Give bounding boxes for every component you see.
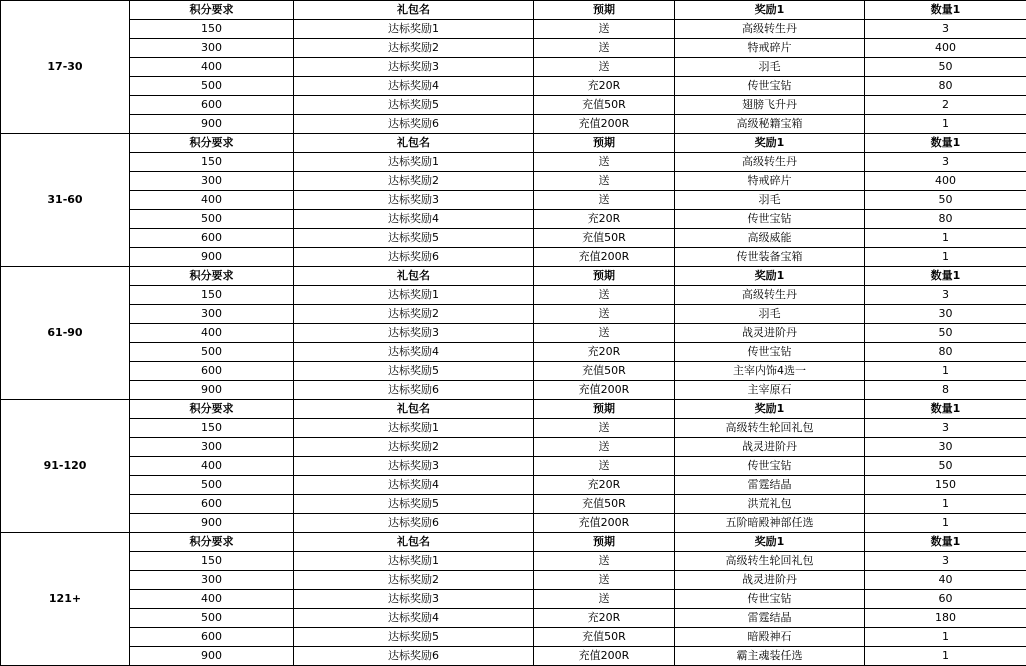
- expected-cell: 送: [534, 305, 675, 324]
- reward-cell: 传世宝钻: [675, 457, 865, 476]
- table-row: [1, 172, 1026, 191]
- expected-cell: 充值50R: [534, 495, 675, 514]
- table-row: [1, 343, 1026, 362]
- reward-cell: 高级转生丹: [675, 286, 865, 305]
- header-package-name: 礼包名: [294, 533, 534, 552]
- level-range-cell: 61-90: [1, 267, 130, 400]
- quantity-cell: 1: [865, 647, 1026, 666]
- header-row: [1, 134, 1026, 153]
- header-reward: 奖励1: [675, 267, 865, 286]
- header-score: 积分要求: [130, 134, 294, 153]
- package-name-cell: 达标奖励1: [294, 552, 534, 571]
- package-name-cell: 达标奖励3: [294, 191, 534, 210]
- package-name-cell: 达标奖励1: [294, 419, 534, 438]
- reward-cell: 高级转生轮回礼包: [675, 552, 865, 571]
- expected-cell: 送: [534, 438, 675, 457]
- quantity-cell: 3: [865, 552, 1026, 571]
- quantity-cell: 60: [865, 590, 1026, 609]
- reward-cell: 高级转生轮回礼包: [675, 419, 865, 438]
- score-cell: 600: [130, 96, 294, 115]
- quantity-cell: 1: [865, 229, 1026, 248]
- quantity-cell: 150: [865, 476, 1026, 495]
- expected-cell: 充值50R: [534, 96, 675, 115]
- expected-cell: 充值50R: [534, 628, 675, 647]
- quantity-cell: 80: [865, 77, 1026, 96]
- score-cell: 900: [130, 647, 294, 666]
- package-name-cell: 达标奖励4: [294, 476, 534, 495]
- quantity-cell: 80: [865, 210, 1026, 229]
- package-name-cell: 达标奖励2: [294, 571, 534, 590]
- package-name-cell: 达标奖励5: [294, 495, 534, 514]
- reward-cell: 高级秘籍宝箱: [675, 115, 865, 134]
- expected-cell: 充20R: [534, 343, 675, 362]
- table-row: [1, 438, 1026, 457]
- package-name-cell: 达标奖励4: [294, 77, 534, 96]
- package-name-cell: 达标奖励4: [294, 609, 534, 628]
- expected-cell: 充值200R: [534, 514, 675, 533]
- expected-cell: 充20R: [534, 476, 675, 495]
- package-name-cell: 达标奖励1: [294, 153, 534, 172]
- quantity-cell: 180: [865, 609, 1026, 628]
- header-reward: 奖励1: [675, 533, 865, 552]
- table-row: [1, 457, 1026, 476]
- reward-cell: 霸主魂装任选: [675, 647, 865, 666]
- score-cell: 400: [130, 58, 294, 77]
- reward-cell: 羽毛: [675, 191, 865, 210]
- reward-cell: 传世宝钻: [675, 343, 865, 362]
- score-cell: 150: [130, 552, 294, 571]
- quantity-cell: 2: [865, 96, 1026, 115]
- header-row: [1, 400, 1026, 419]
- quantity-cell: 3: [865, 419, 1026, 438]
- table-row: [1, 115, 1026, 134]
- expected-cell: 充20R: [534, 77, 675, 96]
- level-range-cell: 121+: [1, 533, 130, 666]
- package-name-cell: 达标奖励2: [294, 172, 534, 191]
- reward-cell: 战灵进阶丹: [675, 571, 865, 590]
- reward-cell: 翅膀飞升丹: [675, 96, 865, 115]
- table-row: [1, 210, 1026, 229]
- expected-cell: 送: [534, 457, 675, 476]
- expected-cell: 送: [534, 20, 675, 39]
- package-name-cell: 达标奖励5: [294, 628, 534, 647]
- reward-cell: 五阶暗殿神部任选: [675, 514, 865, 533]
- quantity-cell: 50: [865, 457, 1026, 476]
- expected-cell: 送: [534, 324, 675, 343]
- reward-cell: 高级转生丹: [675, 20, 865, 39]
- level-range-cell: 91-120: [1, 400, 130, 533]
- score-cell: 300: [130, 305, 294, 324]
- level-range-cell: 31-60: [1, 134, 130, 267]
- quantity-cell: 8: [865, 381, 1026, 400]
- table-row: [1, 20, 1026, 39]
- table-row: [1, 39, 1026, 58]
- table-row: [1, 476, 1026, 495]
- package-name-cell: 达标奖励3: [294, 590, 534, 609]
- header-expected: 预期: [534, 533, 675, 552]
- package-name-cell: 达标奖励2: [294, 305, 534, 324]
- quantity-cell: 400: [865, 172, 1026, 191]
- table-row: [1, 609, 1026, 628]
- header-row: [1, 533, 1026, 552]
- package-name-cell: 达标奖励3: [294, 324, 534, 343]
- table-row: [1, 58, 1026, 77]
- expected-cell: 送: [534, 58, 675, 77]
- reward-cell: 主宰内饰4选一: [675, 362, 865, 381]
- header-reward: 奖励1: [675, 400, 865, 419]
- reward-cell: 特戒碎片: [675, 39, 865, 58]
- table-row: [1, 647, 1026, 666]
- reward-cell: 高级转生丹: [675, 153, 865, 172]
- quantity-cell: 3: [865, 153, 1026, 172]
- score-cell: 400: [130, 590, 294, 609]
- reward-cell: 特戒碎片: [675, 172, 865, 191]
- expected-cell: 充值50R: [534, 362, 675, 381]
- score-cell: 150: [130, 286, 294, 305]
- table-row: [1, 514, 1026, 533]
- package-name-cell: 达标奖励5: [294, 362, 534, 381]
- reward-cell: 战灵进阶丹: [675, 438, 865, 457]
- quantity-cell: 50: [865, 191, 1026, 210]
- header-reward: 奖励1: [675, 1, 865, 20]
- score-cell: 400: [130, 191, 294, 210]
- package-name-cell: 达标奖励6: [294, 248, 534, 267]
- quantity-cell: 50: [865, 58, 1026, 77]
- expected-cell: 充值200R: [534, 248, 675, 267]
- expected-cell: 充值50R: [534, 229, 675, 248]
- table-row: [1, 77, 1026, 96]
- reward-cell: 羽毛: [675, 58, 865, 77]
- score-cell: 300: [130, 39, 294, 58]
- score-cell: 600: [130, 362, 294, 381]
- header-score: 积分要求: [130, 533, 294, 552]
- score-cell: 600: [130, 229, 294, 248]
- reward-cell: 暗殿神石: [675, 628, 865, 647]
- level-range-cell: 17-30: [1, 1, 130, 134]
- score-cell: 400: [130, 324, 294, 343]
- table-row: [1, 305, 1026, 324]
- package-name-cell: 达标奖励1: [294, 20, 534, 39]
- quantity-cell: 3: [865, 286, 1026, 305]
- header-expected: 预期: [534, 1, 675, 20]
- table-row: [1, 191, 1026, 210]
- quantity-cell: 1: [865, 248, 1026, 267]
- header-package-name: 礼包名: [294, 134, 534, 153]
- header-quantity: 数量1: [865, 1, 1026, 20]
- table-row: [1, 381, 1026, 400]
- reward-cell: 洪荒礼包: [675, 495, 865, 514]
- header-expected: 预期: [534, 134, 675, 153]
- quantity-cell: 1: [865, 495, 1026, 514]
- table-row: [1, 495, 1026, 514]
- expected-cell: 充20R: [534, 210, 675, 229]
- quantity-cell: 1: [865, 514, 1026, 533]
- package-name-cell: 达标奖励6: [294, 647, 534, 666]
- score-cell: 500: [130, 476, 294, 495]
- header-score: 积分要求: [130, 1, 294, 20]
- package-name-cell: 达标奖励5: [294, 229, 534, 248]
- score-cell: 900: [130, 381, 294, 400]
- score-cell: 300: [130, 172, 294, 191]
- header-quantity: 数量1: [865, 400, 1026, 419]
- table-row: [1, 628, 1026, 647]
- score-cell: 900: [130, 514, 294, 533]
- package-name-cell: 达标奖励5: [294, 96, 534, 115]
- header-row: [1, 1, 1026, 20]
- expected-cell: 送: [534, 571, 675, 590]
- package-name-cell: 达标奖励3: [294, 457, 534, 476]
- header-row: [1, 267, 1026, 286]
- table-row: [1, 362, 1026, 381]
- expected-cell: 送: [534, 286, 675, 305]
- header-reward: 奖励1: [675, 134, 865, 153]
- package-name-cell: 达标奖励3: [294, 58, 534, 77]
- score-cell: 900: [130, 115, 294, 134]
- score-cell: 600: [130, 495, 294, 514]
- quantity-cell: 30: [865, 438, 1026, 457]
- quantity-cell: 1: [865, 115, 1026, 134]
- table-row: [1, 286, 1026, 305]
- reward-cell: 战灵进阶丹: [675, 324, 865, 343]
- table-row: [1, 571, 1026, 590]
- quantity-cell: 1: [865, 362, 1026, 381]
- table-row: [1, 229, 1026, 248]
- table-row: [1, 590, 1026, 609]
- package-name-cell: 达标奖励6: [294, 115, 534, 134]
- expected-cell: 送: [534, 419, 675, 438]
- header-expected: 预期: [534, 267, 675, 286]
- table-row: [1, 419, 1026, 438]
- package-name-cell: 达标奖励6: [294, 514, 534, 533]
- score-cell: 150: [130, 20, 294, 39]
- package-name-cell: 达标奖励6: [294, 381, 534, 400]
- reward-cell: 雷霆结晶: [675, 476, 865, 495]
- package-name-cell: 达标奖励4: [294, 210, 534, 229]
- score-cell: 150: [130, 153, 294, 172]
- quantity-cell: 3: [865, 20, 1026, 39]
- expected-cell: 充20R: [534, 609, 675, 628]
- expected-cell: 充值200R: [534, 115, 675, 134]
- reward-cell: 主宰原石: [675, 381, 865, 400]
- reward-cell: 传世宝钻: [675, 77, 865, 96]
- reward-cell: 传世宝钻: [675, 590, 865, 609]
- header-package-name: 礼包名: [294, 400, 534, 419]
- expected-cell: 送: [534, 191, 675, 210]
- score-cell: 500: [130, 609, 294, 628]
- table-row: [1, 96, 1026, 115]
- package-name-cell: 达标奖励1: [294, 286, 534, 305]
- quantity-cell: 50: [865, 324, 1026, 343]
- package-name-cell: 达标奖励4: [294, 343, 534, 362]
- score-cell: 500: [130, 210, 294, 229]
- package-name-cell: 达标奖励2: [294, 438, 534, 457]
- expected-cell: 充值200R: [534, 647, 675, 666]
- header-quantity: 数量1: [865, 267, 1026, 286]
- reward-cell: 传世宝钻: [675, 210, 865, 229]
- score-cell: 500: [130, 77, 294, 96]
- score-cell: 300: [130, 571, 294, 590]
- quantity-cell: 30: [865, 305, 1026, 324]
- expected-cell: 充值200R: [534, 381, 675, 400]
- table-row: [1, 552, 1026, 571]
- expected-cell: 送: [534, 552, 675, 571]
- score-cell: 400: [130, 457, 294, 476]
- score-cell: 500: [130, 343, 294, 362]
- table-row: [1, 324, 1026, 343]
- header-score: 积分要求: [130, 267, 294, 286]
- reward-cell: 高级威能: [675, 229, 865, 248]
- header-score: 积分要求: [130, 400, 294, 419]
- score-cell: 150: [130, 419, 294, 438]
- table-row: [1, 153, 1026, 172]
- score-cell: 600: [130, 628, 294, 647]
- quantity-cell: 1: [865, 628, 1026, 647]
- score-cell: 900: [130, 248, 294, 267]
- quantity-cell: 80: [865, 343, 1026, 362]
- header-package-name: 礼包名: [294, 267, 534, 286]
- table-row: [1, 248, 1026, 267]
- expected-cell: 送: [534, 590, 675, 609]
- reward-cell: 传世装备宝箱: [675, 248, 865, 267]
- header-quantity: 数量1: [865, 533, 1026, 552]
- expected-cell: 送: [534, 39, 675, 58]
- quantity-cell: 400: [865, 39, 1026, 58]
- package-name-cell: 达标奖励2: [294, 39, 534, 58]
- reward-cell: 羽毛: [675, 305, 865, 324]
- header-package-name: 礼包名: [294, 1, 534, 20]
- quantity-cell: 40: [865, 571, 1026, 590]
- expected-cell: 送: [534, 153, 675, 172]
- score-cell: 300: [130, 438, 294, 457]
- header-expected: 预期: [534, 400, 675, 419]
- reward-cell: 雷霆结晶: [675, 609, 865, 628]
- expected-cell: 送: [534, 172, 675, 191]
- header-quantity: 数量1: [865, 134, 1026, 153]
